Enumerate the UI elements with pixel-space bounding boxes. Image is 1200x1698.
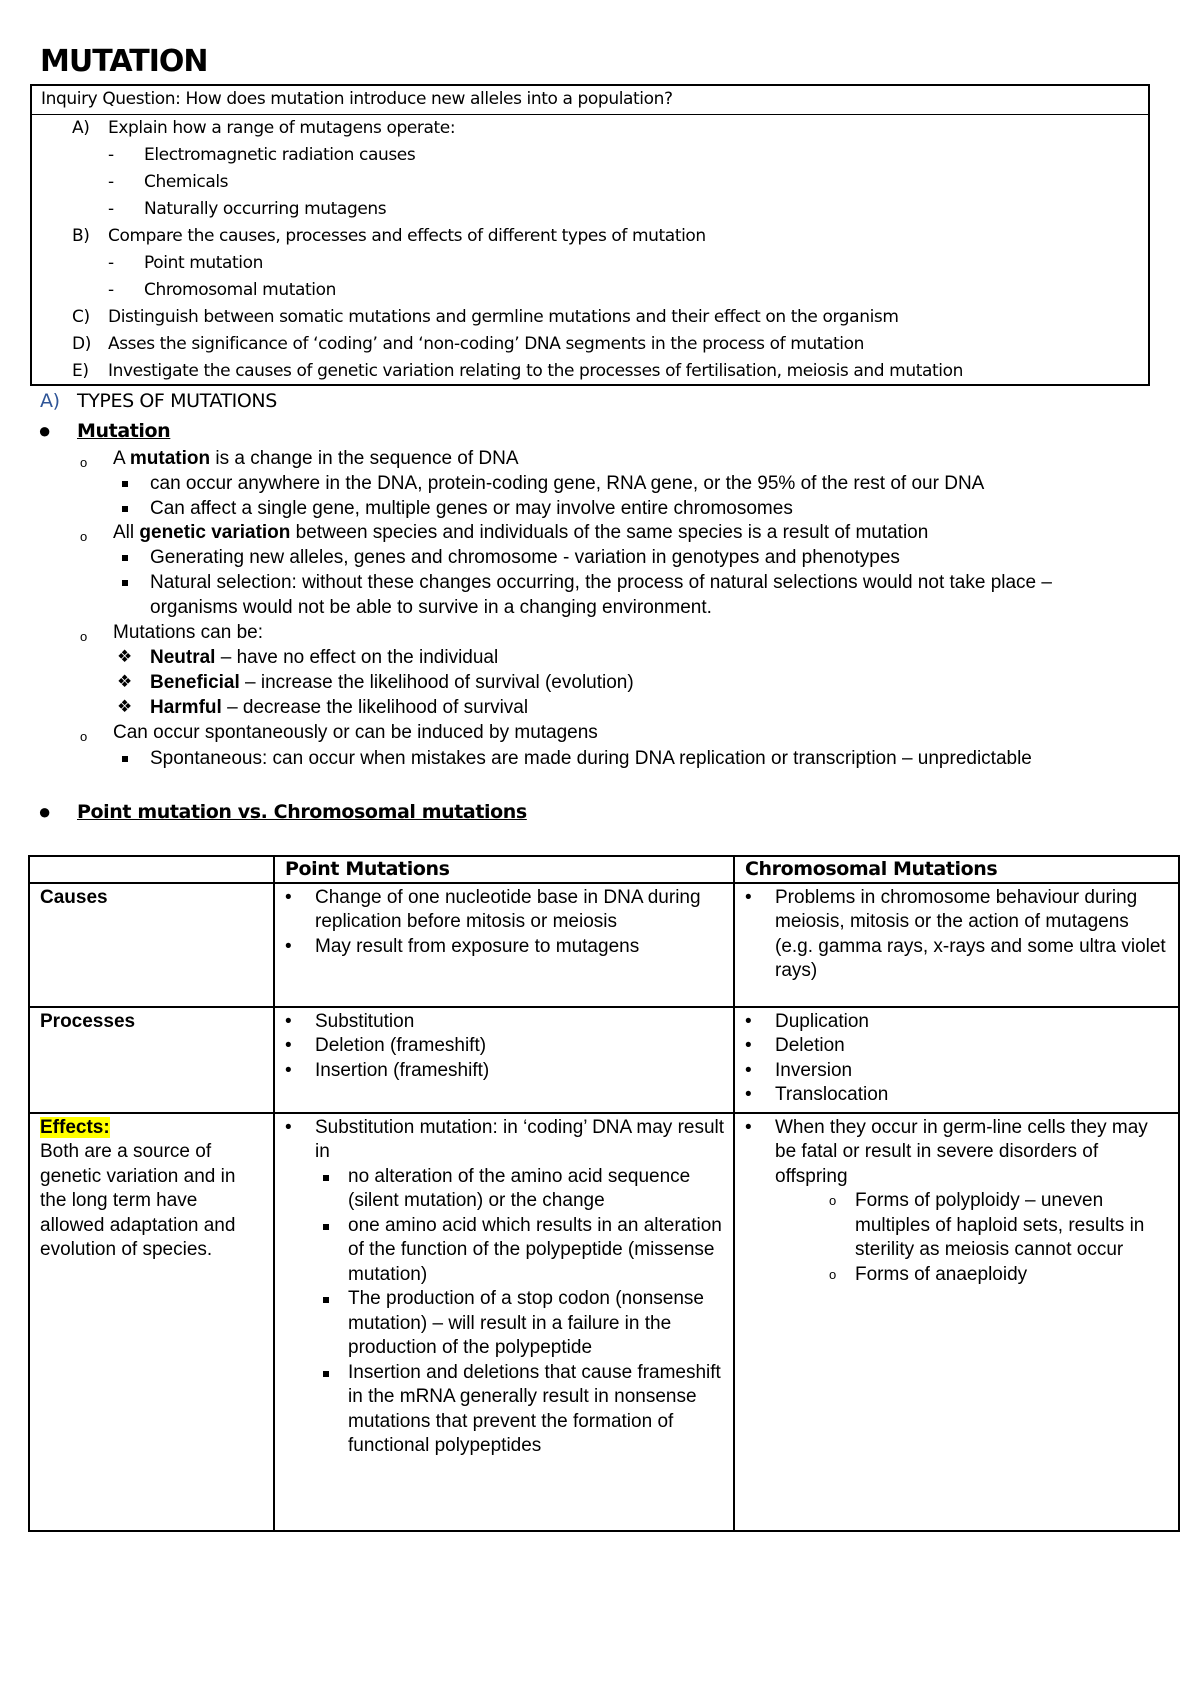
inquiry-question: Inquiry Question: How does mutation introduce new alleles into a population? [32,86,1148,115]
item-text: Substitution [315,1010,415,1032]
square-bullet-icon [122,756,128,762]
table-row-causes [29,883,1179,1007]
list-item: Can affect a single gene, multiple genes or may involve entire chromosomes [150,498,793,519]
item-text: Insertion (frameshift) [315,1059,490,1081]
header-cell [29,856,274,883]
item-text: Problems in chromosome behaviour during meiosis, mitosis or the action of mutagens (e.g. gamma rays, x-rays and some ultra violet rays) [775,886,1166,981]
bold-term: genetic variation [139,522,291,543]
list-item [275,886,727,935]
square-bullet-icon [122,555,128,561]
dash-marker: - [108,172,114,192]
bold-term: Beneficial [150,672,240,693]
sub-list-item [735,1263,1172,1288]
objective-sub-text: Naturally occurring mutagens [144,199,387,219]
row-label-cell [29,883,274,1007]
objective-sub-text: Chromosomal mutation [144,280,336,300]
item-text: Duplication [775,1010,869,1032]
sub-list-item [275,1165,727,1214]
bullet-icon: • [285,886,292,908]
objective-key: C) [72,307,90,327]
row-label: Effects: [40,1116,110,1138]
list-item [735,886,1172,984]
bold-term: mutation [129,448,211,469]
type-beneficial [150,671,634,695]
item-text: no alteration of the amino acid sequence (silent mutation) or the change [348,1165,691,1211]
list-item [735,1010,1172,1035]
item-text: Change of one nucleotide base in DNA during replication before mitosis or meiosis [315,886,701,932]
circle-marker-icon: o [80,455,88,470]
comparison-table [28,855,1180,1532]
bullet-icon: • [745,886,752,908]
square-bullet-icon [122,506,128,512]
circle-marker-icon: o [829,1193,837,1208]
table-cell [274,883,734,1007]
objective-key: B) [72,226,90,246]
list-item [275,1059,727,1084]
objective-sub-text: Point mutation [144,253,263,273]
item-text: Deletion (frameshift) [315,1035,487,1056]
item-text: When they occur in germ-line cells they may be fatal or result in severe disorders of offspring [775,1116,1148,1187]
page-title: MUTATION [40,44,208,79]
list-item [275,935,727,960]
bullet-icon: ● [38,418,52,443]
square-bullet-icon [122,481,128,487]
objective-key: D) [72,334,91,354]
text: – have no effect on the individual [215,647,499,668]
sub-list-item [275,1361,727,1459]
row-label: Processes [40,1010,136,1032]
sub-list-item [275,1287,727,1361]
text: is a change in the sequence of DNA [210,448,519,469]
square-bullet-icon [323,1175,329,1181]
item-text: Substitution mutation: in ‘coding’ DNA may result in [315,1116,725,1162]
section-title: TYPES OF MUTATIONS [77,390,277,412]
circle-marker-icon: o [80,729,88,744]
row-label: Causes [40,886,108,908]
list-item: Spontaneous: can occur when mistakes are made during DNA replication or transcription – unpredictable [150,748,1032,769]
row-label-cell [29,1113,274,1531]
objective-sub-text: Chemicals [144,172,229,192]
diamond-bullet-icon: ❖ [117,647,133,666]
bullet-icon: • [745,1059,752,1081]
sub-list-item [275,1214,727,1288]
square-bullet-icon [323,1297,329,1303]
bullet-icon: • [285,1035,292,1056]
objective-text: Asses the significance of ‘coding’ and ‘non-coding’ DNA segments in the process of mutation [108,334,865,354]
bullet-icon: • [745,1084,752,1105]
header-text: Point Mutations [285,858,450,880]
genetic-variation-line [113,521,928,545]
section-key: A) [40,390,60,412]
bold-term: Neutral [150,647,216,668]
item-text: Inversion [775,1059,853,1081]
objective-text: Explain how a range of mutagens operate: [108,118,456,138]
row-label-cell [29,1007,274,1113]
list-item: Natural selection: without these changes occurring, the process of natural selections would not take place – [150,572,1052,593]
list-item: Generating new alleles, genes and chromosome - variation in genotypes and phenotypes [150,547,900,568]
square-bullet-icon [323,1224,329,1230]
table-row-processes [29,1007,1179,1113]
item-text: Translocation [775,1084,889,1105]
list-item: can occur anywhere in the DNA, protein-coding gene, RNA gene, or the 95% of the rest of our DNA [150,473,985,494]
list-item [735,1059,1172,1084]
bullet-icon: • [745,1116,752,1138]
bullet-icon: ● [38,799,52,824]
table-header-row [29,856,1179,883]
list-item-continued: organisms would not be able to survive in a changing environment. [150,597,712,618]
item-text: Insertion and deletions that cause frameshift in the mRNA generally result in nonsense mutations that prevent the formation of functional polypeptides [348,1361,721,1456]
item-text: Forms of polyploidy – uneven multiples of haploid sets, results in sterility as meiosis cannot occur [855,1190,1145,1260]
bullet-icon: • [285,1059,292,1081]
list-item [275,1010,727,1035]
table-cell [734,1007,1179,1113]
table-cell [274,1113,734,1531]
header-text [30,857,273,863]
list-item [275,1116,727,1165]
table-cell [734,1113,1179,1531]
bullet-icon: • [745,1010,752,1032]
inquiry-box [30,84,1150,386]
dash-marker: - [108,145,114,165]
diamond-bullet-icon: ❖ [117,697,133,716]
text: A [113,448,130,469]
objective-text: Investigate the causes of genetic variation relating to the processes of fertilisation, meiosis and mutation [108,361,963,381]
header-cell [734,856,1179,883]
text: – decrease the likelihood of survival [221,697,529,718]
objective-key: E) [72,361,89,381]
definition-line [113,447,519,471]
square-bullet-icon [122,580,128,586]
item-text: Deletion [775,1035,845,1056]
type-harmful [150,696,528,720]
bullet-icon: • [285,935,292,957]
diamond-bullet-icon: ❖ [117,672,133,691]
circle-marker-icon: o [80,529,88,544]
table-row-effects [29,1113,1179,1531]
objective-key: A) [72,118,90,138]
header-text: Chromosomal Mutations [745,858,998,880]
objective-sub-text: Electromagnetic radiation causes [144,145,416,165]
comparison-heading: Point mutation vs. Chromosomal mutations [77,801,527,823]
item-text: Forms of anaeploidy [855,1263,1028,1285]
square-bullet-icon [323,1371,329,1377]
item-text: one amino acid which results in an alteration of the function of the polypeptide (missense mutation) [348,1214,722,1285]
item-text: The production of a stop codon (nonsense mutation) – will result in a failure in the production of the polypeptide [348,1288,704,1358]
circle-marker-icon: o [80,629,88,644]
objective-text: Distinguish between somatic mutations and germline mutations and their effect on the organism [108,307,899,327]
list-item [275,1034,727,1059]
text: All [113,522,140,543]
type-neutral [150,646,498,670]
list-item [735,1034,1172,1059]
dash-marker: - [108,199,114,219]
bullet-icon: • [285,1116,292,1138]
bullet-icon: • [745,1035,752,1056]
spontaneous-line: Can occur spontaneously or can be induced by mutagens [113,722,598,743]
item-text: May result from exposure to mutagens [315,935,640,957]
table-cell [274,1007,734,1113]
sub-list-item [735,1189,1172,1263]
list-item [735,1116,1172,1190]
text: between species and individuals of the same species is a result of mutation [290,522,929,543]
text: – increase the likelihood of survival (evolution) [239,672,634,693]
mutation-heading: Mutation [77,420,171,442]
dash-marker: - [108,280,114,300]
header-cell [274,856,734,883]
effects-note: Both are a source of genetic variation and in the long term have allowed adaptation and evolution of species. [40,1141,236,1260]
objective-text: Compare the causes, processes and effects of different types of mutation [108,226,706,246]
bullet-icon: • [285,1010,292,1032]
list-item [735,1083,1172,1108]
dash-marker: - [108,253,114,273]
can-be-line: Mutations can be: [113,622,263,643]
circle-marker-icon: o [829,1266,837,1282]
table-cell [734,883,1179,1007]
bold-term: Harmful [150,697,222,718]
